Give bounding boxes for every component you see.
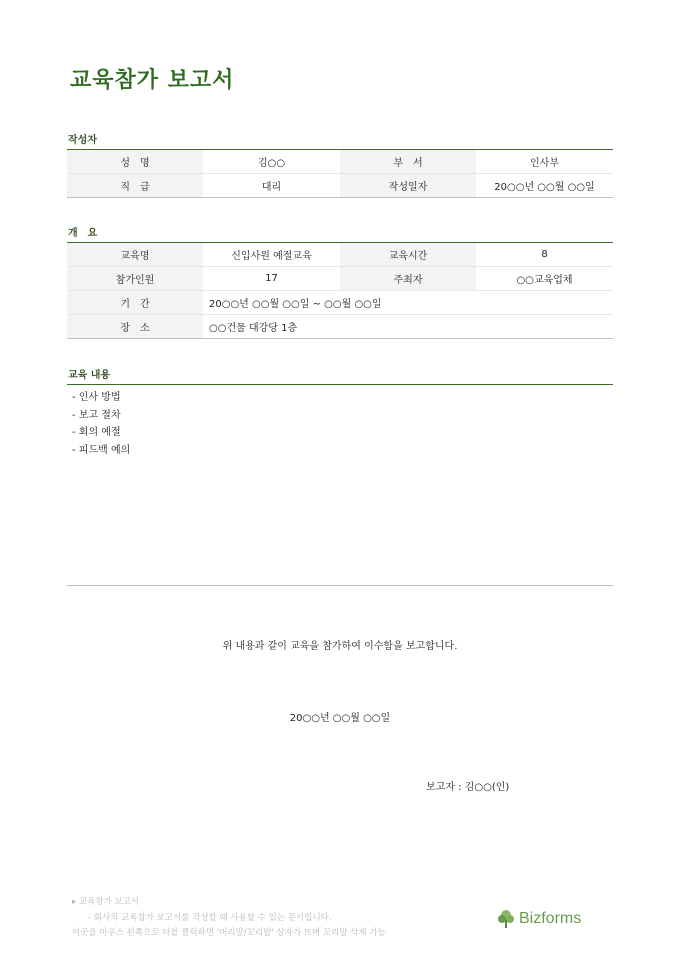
footer-note[interactable] <box>72 895 386 942</box>
table-row <box>67 150 613 174</box>
rank-value: 대리 <box>261 182 282 193</box>
footer-description: - 회사의 교육참가 보고서를 작성할 때 사용할 수 있는 문서입니다. <box>88 912 332 923</box>
department-label: 부 서 <box>340 150 476 174</box>
write-date-label: 작성일자 <box>340 174 476 198</box>
period-value: 20○○년 ○○월 ○○일 ~ ○○월 ○○일 <box>203 291 613 315</box>
overview-section-heading: 개 요 <box>68 228 98 239</box>
footer-instruction: 이곳을 마우스 왼쪽으로 더블 클릭하면 '머리말/꼬리말' 상자가 뜨며 꼬리말 삭제 가능 <box>72 928 386 938</box>
table-row <box>67 291 613 315</box>
hours-label: 교육시간 <box>340 243 476 267</box>
period-label: 기 간 <box>67 291 203 315</box>
host-label: 주최자 <box>340 267 476 291</box>
bizforms-logo <box>497 909 581 929</box>
course-value: 신입사원 예절교육 <box>203 243 340 267</box>
list-item: - 피드백 예의 <box>72 444 131 456</box>
name-value: 김○○ <box>203 150 340 174</box>
table-row <box>67 315 613 339</box>
rank-label: 직 급 <box>67 174 203 198</box>
content-section-heading: 교육 내용 <box>68 370 111 381</box>
list-item: - 인사 방법 <box>72 392 121 403</box>
logo-text: Bizforms <box>519 910 582 927</box>
place-value: ○○건물 대강당 1층 <box>209 323 298 334</box>
writer-section-heading: 작성자 <box>68 135 97 146</box>
content-list <box>67 385 613 459</box>
attendees-value: 17 <box>203 267 340 291</box>
table-row <box>67 267 613 291</box>
table-row <box>67 243 613 267</box>
content-box <box>67 384 613 586</box>
tree-icon <box>497 909 515 929</box>
place-label: 장 소 <box>67 315 203 339</box>
course-label: 교육명 <box>67 243 203 267</box>
table-row <box>67 174 613 198</box>
attendees-label: 참가인원 <box>67 267 203 291</box>
host-value: ○○교육업체 <box>476 267 613 291</box>
signature-date: 20○○년 ○○월 ○○일 <box>289 713 391 724</box>
completion-statement: 위 내용과 같이 교육을 참가하여 이수함을 보고합니다. <box>222 641 458 652</box>
overview-table <box>67 242 613 339</box>
reporter-signature: 보고자 : 김○○(인) <box>426 782 510 793</box>
hours-value: 8 <box>476 243 613 267</box>
writer-table <box>67 149 613 198</box>
list-item: - 회의 예절 <box>72 427 121 438</box>
write-date-value: 20○○년 ○○월 ○○일 <box>494 182 595 193</box>
name-label: 성 명 <box>67 150 203 174</box>
page-title: 교육참가 보고서 <box>70 68 235 93</box>
list-item: - 보고 절차 <box>72 409 121 421</box>
department-value: 인사부 <box>476 150 613 174</box>
footer-title: ▸ 교육참가 보고서 <box>72 897 140 907</box>
